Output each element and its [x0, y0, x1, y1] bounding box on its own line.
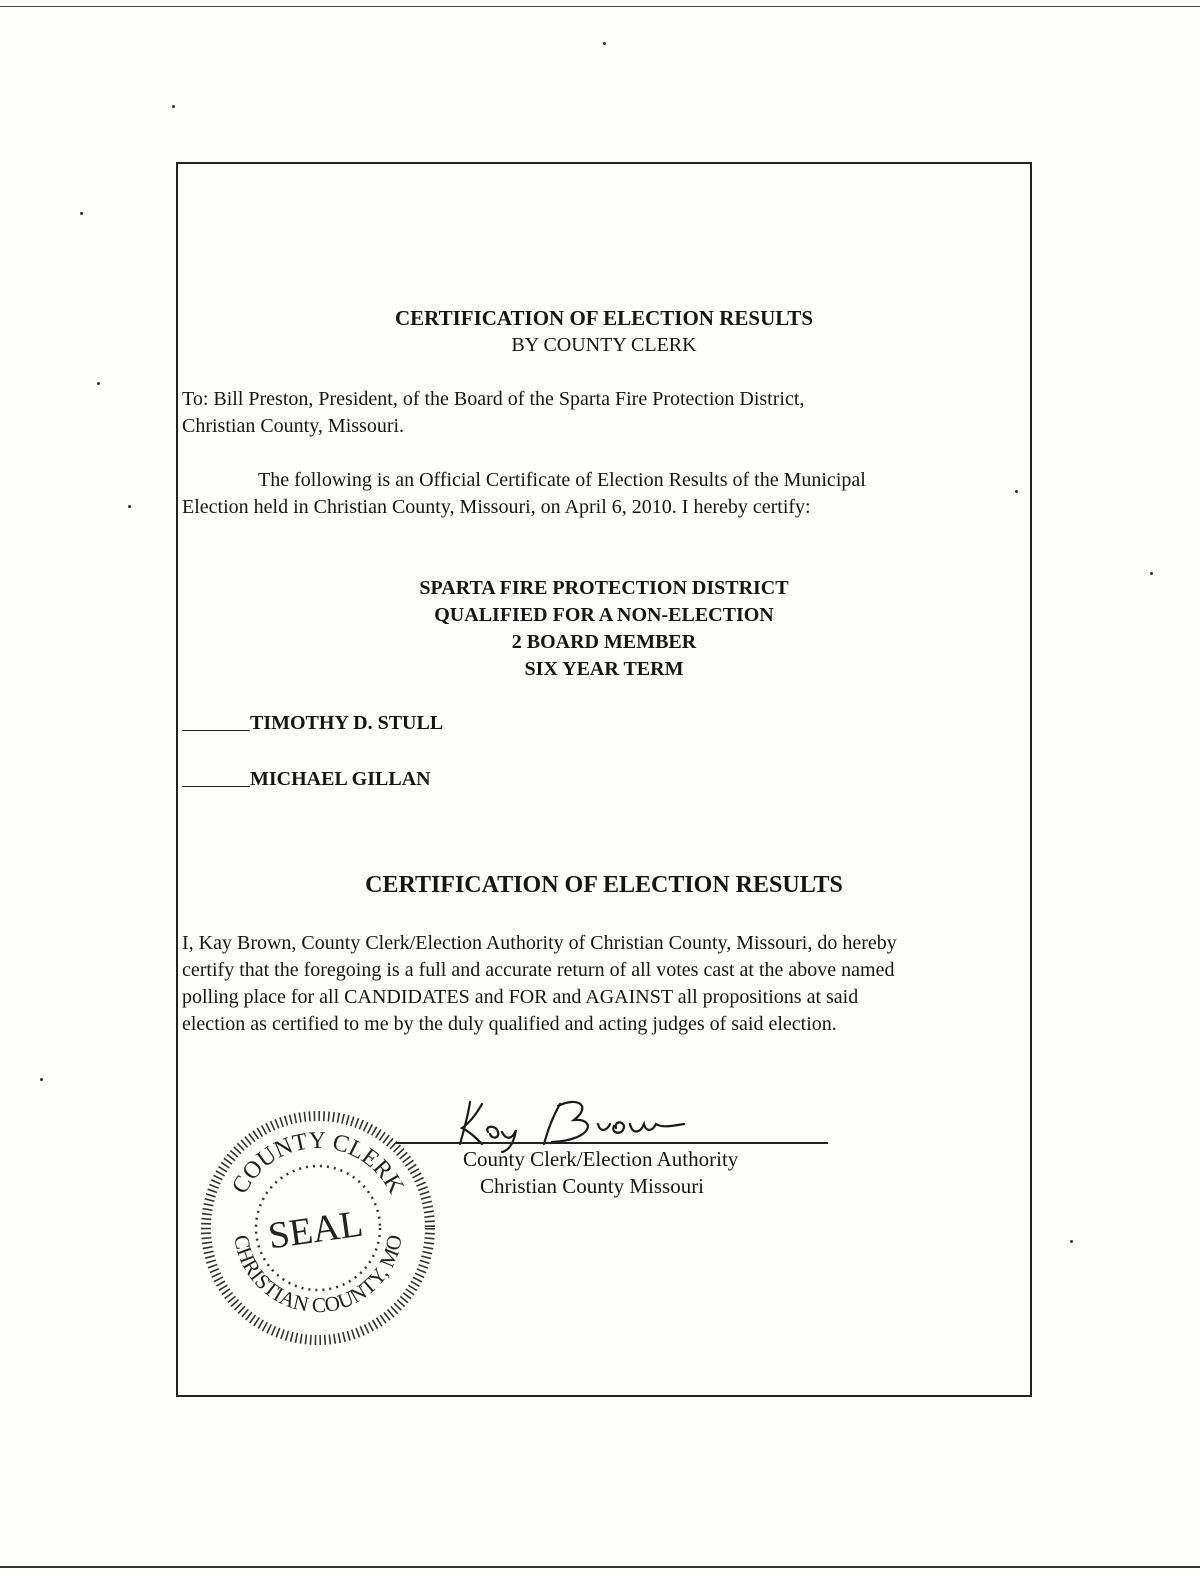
- candidate-blank: [182, 766, 250, 787]
- signer-county: Christian County Missouri: [480, 1174, 705, 1198]
- candidate-row: [182, 766, 431, 791]
- race-heading: [178, 575, 1030, 683]
- scan-speck: [40, 1078, 43, 1081]
- scan-edge-bottom: [0, 1566, 1200, 1568]
- scan-edge-top: [0, 6, 1200, 7]
- scan-speck: [97, 382, 100, 385]
- scan-speck: [603, 42, 606, 45]
- addressee: [182, 386, 1022, 440]
- seal-bottom-text: CHRISTIAN COUNTY, MO: [229, 1232, 407, 1318]
- certification-line: I, Kay Brown, County Clerk/Election Authority of Christian County, Missouri, do hereby: [182, 932, 897, 954]
- seal-center-text: SEAL: [265, 1202, 366, 1258]
- signature-line: [396, 1142, 828, 1144]
- signer-title: County Clerk/Election Authority: [463, 1147, 739, 1171]
- race-heading-line: SIX YEAR TERM: [524, 658, 684, 680]
- candidate-blank: [182, 710, 250, 731]
- certification-line: election as certified to me by the duly qualified and acting judges of said election.: [182, 1013, 837, 1035]
- certification-line: polling place for all CANDIDATES and FOR and AGAINST all propositions at said: [182, 986, 859, 1008]
- scan-speck: [1070, 1240, 1073, 1243]
- certification-paragraph: [182, 930, 1030, 1038]
- document-title: CERTIFICATION OF ELECTION RESULTS: [394, 306, 813, 330]
- candidate-row: [182, 710, 443, 735]
- intro-paragraph: [182, 467, 1022, 521]
- intro-line: Election held in Christian County, Missouri, on April 6, 2010. I hereby certify:: [182, 496, 811, 518]
- seal-top-text: COUNTY CLERK: [227, 1127, 409, 1199]
- candidate-name: MICHAEL GILLAN: [250, 768, 431, 790]
- scan-speck: [128, 505, 131, 508]
- certification-title: CERTIFICATION OF ELECTION RESULTS: [365, 872, 843, 898]
- county-clerk-seal: [198, 1108, 438, 1348]
- addressee-line: Christian County, Missouri.: [182, 415, 405, 437]
- intro-line: The following is an Official Certificate of Election Results of the Municipal: [258, 469, 866, 491]
- scan-speck: [80, 212, 83, 215]
- scan-speck: [172, 105, 175, 108]
- certificate-frame: [176, 162, 1032, 1397]
- race-heading-line: QUALIFIED FOR A NON-ELECTION: [434, 604, 774, 626]
- race-heading-line: SPARTA FIRE PROTECTION DISTRICT: [419, 577, 789, 599]
- race-heading-line: 2 BOARD MEMBER: [511, 631, 697, 653]
- candidate-name: TIMOTHY D. STULL: [250, 712, 444, 734]
- handwritten-signature: [448, 1094, 708, 1154]
- certification-line: certify that the foregoing is a full and accurate return of all votes cast at the above named: [182, 959, 895, 981]
- addressee-line: To: Bill Preston, President, of the Board of the Sparta Fire Protection District,: [182, 388, 805, 410]
- document-subtitle: BY COUNTY CLERK: [511, 334, 697, 356]
- scan-speck: [1150, 572, 1153, 575]
